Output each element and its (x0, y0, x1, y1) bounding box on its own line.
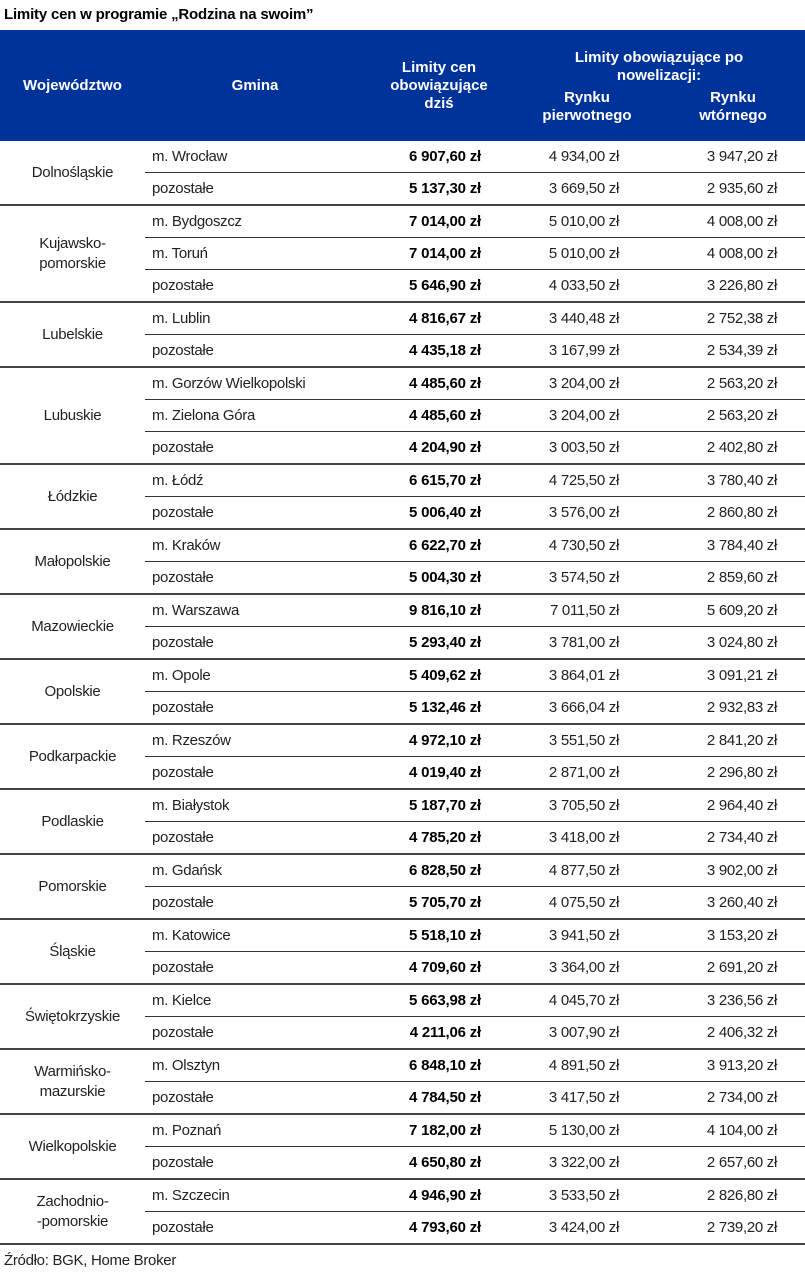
cell-rynek-pierwotny: 4 730,50 zł (513, 529, 661, 562)
header-wojewodztwo: Województwo (0, 30, 145, 141)
cell-limit-dzis: 4 650,80 zł (365, 1147, 513, 1180)
table-row (0, 724, 805, 757)
table-row (0, 594, 805, 627)
cell-limit-dzis: 5 705,70 zł (365, 887, 513, 920)
cell-rynek-pierwotny: 3 574,50 zł (513, 562, 661, 595)
cell-rynek-wtorny: 2 296,80 zł (661, 757, 805, 790)
cell-rynek-pierwotny: 4 045,70 zł (513, 984, 661, 1017)
table-header (0, 30, 805, 141)
cell-gmina: pozostałe (145, 1212, 365, 1245)
cell-gmina: m. Warszawa (145, 594, 365, 627)
cell-gmina: m. Opole (145, 659, 365, 692)
cell-rynek-pierwotny: 4 075,50 zł (513, 887, 661, 920)
cell-wojewodztwo: Lubelskie (0, 302, 145, 367)
cell-rynek-wtorny: 2 964,40 zł (661, 789, 805, 822)
cell-rynek-wtorny: 2 657,60 zł (661, 1147, 805, 1180)
table-row (0, 205, 805, 238)
cell-limit-dzis: 4 785,20 zł (365, 822, 513, 855)
cell-limit-dzis: 6 828,50 zł (365, 854, 513, 887)
table-row (0, 659, 805, 692)
table-row (0, 367, 805, 400)
table-row (0, 919, 805, 952)
cell-rynek-pierwotny: 3 167,99 zł (513, 335, 661, 368)
cell-rynek-wtorny: 3 947,20 zł (661, 141, 805, 173)
cell-rynek-pierwotny: 3 941,50 zł (513, 919, 661, 952)
cell-rynek-pierwotny: 3 666,04 zł (513, 692, 661, 725)
table-row (0, 529, 805, 562)
cell-rynek-pierwotny: 5 010,00 zł (513, 205, 661, 238)
cell-rynek-wtorny: 2 402,80 zł (661, 432, 805, 465)
cell-limit-dzis: 4 485,60 zł (365, 400, 513, 432)
cell-rynek-pierwotny: 3 705,50 zł (513, 789, 661, 822)
cell-gmina: m. Kielce (145, 984, 365, 1017)
cell-limit-dzis: 4 793,60 zł (365, 1212, 513, 1245)
cell-limit-dzis: 4 204,90 zł (365, 432, 513, 465)
cell-rynek-wtorny: 2 752,38 zł (661, 302, 805, 335)
cell-limit-dzis: 4 211,06 zł (365, 1017, 513, 1050)
cell-rynek-wtorny: 3 902,00 zł (661, 854, 805, 887)
cell-gmina: pozostałe (145, 952, 365, 985)
cell-rynek-wtorny: 2 860,80 zł (661, 497, 805, 530)
cell-wojewodztwo: Mazowieckie (0, 594, 145, 659)
cell-limit-dzis: 6 615,70 zł (365, 464, 513, 497)
cell-wojewodztwo: Lubuskie (0, 367, 145, 464)
cell-rynek-pierwotny: 3 576,00 zł (513, 497, 661, 530)
source-note: Źródło: BGK, Home Broker (4, 1252, 177, 1269)
cell-rynek-pierwotny: 3 364,00 zł (513, 952, 661, 985)
cell-gmina: pozostałe (145, 1082, 365, 1115)
cell-rynek-pierwotny: 3 322,00 zł (513, 1147, 661, 1180)
table-row (0, 464, 805, 497)
cell-rynek-wtorny: 3 780,40 zł (661, 464, 805, 497)
cell-limit-dzis: 5 646,90 zł (365, 270, 513, 303)
cell-wojewodztwo: Dolnośląskie (0, 141, 145, 205)
cell-gmina: pozostałe (145, 887, 365, 920)
header-group-nowelizacja: Limity obowiązujące po nowelizacji: (513, 30, 805, 87)
cell-wojewodztwo: Śląskie (0, 919, 145, 984)
cell-rynek-pierwotny: 3 007,90 zł (513, 1017, 661, 1050)
cell-rynek-wtorny: 2 841,20 zł (661, 724, 805, 757)
cell-wojewodztwo: Wielkopolskie (0, 1114, 145, 1179)
cell-rynek-pierwotny: 3 204,00 zł (513, 367, 661, 400)
cell-limit-dzis: 5 293,40 zł (365, 627, 513, 660)
cell-limit-dzis: 5 409,62 zł (365, 659, 513, 692)
cell-rynek-pierwotny: 5 010,00 zł (513, 238, 661, 270)
cell-wojewodztwo: Podlaskie (0, 789, 145, 854)
cell-limit-dzis: 4 972,10 zł (365, 724, 513, 757)
cell-wojewodztwo: Kujawsko- pomorskie (0, 205, 145, 302)
cell-limit-dzis: 5 187,70 zł (365, 789, 513, 822)
cell-rynek-pierwotny: 3 533,50 zł (513, 1179, 661, 1212)
cell-wojewodztwo: Małopolskie (0, 529, 145, 594)
cell-gmina: m. Olsztyn (145, 1049, 365, 1082)
cell-gmina: pozostałe (145, 627, 365, 660)
table-row (0, 141, 805, 173)
cell-rynek-wtorny: 2 534,39 zł (661, 335, 805, 368)
cell-rynek-wtorny: 3 913,20 zł (661, 1049, 805, 1082)
cell-rynek-pierwotny: 3 417,50 zł (513, 1082, 661, 1115)
cell-limit-dzis: 4 816,67 zł (365, 302, 513, 335)
cell-wojewodztwo: Warmińsko- mazurskie (0, 1049, 145, 1114)
cell-rynek-pierwotny: 3 204,00 zł (513, 400, 661, 432)
cell-rynek-wtorny: 2 691,20 zł (661, 952, 805, 985)
cell-rynek-pierwotny: 3 440,48 zł (513, 302, 661, 335)
cell-rynek-wtorny: 2 734,40 zł (661, 822, 805, 855)
cell-rynek-wtorny: 2 826,80 zł (661, 1179, 805, 1212)
cell-limit-dzis: 4 485,60 zł (365, 367, 513, 400)
cell-limit-dzis: 6 907,60 zł (365, 141, 513, 173)
cell-gmina: pozostałe (145, 692, 365, 725)
cell-gmina: m. Gdańsk (145, 854, 365, 887)
cell-limit-dzis: 5 004,30 zł (365, 562, 513, 595)
cell-gmina: pozostałe (145, 1147, 365, 1180)
cell-limit-dzis: 5 132,46 zł (365, 692, 513, 725)
cell-rynek-wtorny: 3 260,40 zł (661, 887, 805, 920)
table-row (0, 789, 805, 822)
table-row (0, 1049, 805, 1082)
cell-limit-dzis: 4 709,60 zł (365, 952, 513, 985)
cell-rynek-wtorny: 2 734,00 zł (661, 1082, 805, 1115)
cell-limit-dzis: 9 816,10 zł (365, 594, 513, 627)
cell-gmina: m. Rzeszów (145, 724, 365, 757)
cell-rynek-pierwotny: 3 424,00 zł (513, 1212, 661, 1245)
table-row (0, 302, 805, 335)
table-body (0, 141, 805, 1244)
cell-limit-dzis: 4 019,40 zł (365, 757, 513, 790)
cell-limit-dzis: 6 848,10 zł (365, 1049, 513, 1082)
price-limits-table (0, 30, 805, 1245)
cell-gmina: m. Kraków (145, 529, 365, 562)
cell-gmina: pozostałe (145, 562, 365, 595)
cell-gmina: m. Zielona Góra (145, 400, 365, 432)
cell-limit-dzis: 6 622,70 zł (365, 529, 513, 562)
cell-rynek-wtorny: 4 104,00 zł (661, 1114, 805, 1147)
cell-gmina: m. Toruń (145, 238, 365, 270)
cell-rynek-pierwotny: 4 033,50 zł (513, 270, 661, 303)
cell-limit-dzis: 4 435,18 zł (365, 335, 513, 368)
cell-wojewodztwo: Podkarpackie (0, 724, 145, 789)
cell-gmina: m. Lublin (145, 302, 365, 335)
cell-rynek-pierwotny: 4 877,50 zł (513, 854, 661, 887)
cell-limit-dzis: 5 518,10 zł (365, 919, 513, 952)
cell-rynek-pierwotny: 3 418,00 zł (513, 822, 661, 855)
cell-rynek-wtorny: 2 859,60 zł (661, 562, 805, 595)
cell-gmina: m. Wrocław (145, 141, 365, 173)
header-gmina: Gmina (145, 30, 365, 141)
cell-rynek-wtorny: 3 024,80 zł (661, 627, 805, 660)
cell-gmina: pozostałe (145, 173, 365, 206)
cell-rynek-wtorny: 3 226,80 zł (661, 270, 805, 303)
cell-rynek-wtorny: 2 406,32 zł (661, 1017, 805, 1050)
cell-limit-dzis: 4 946,90 zł (365, 1179, 513, 1212)
cell-gmina: pozostałe (145, 432, 365, 465)
cell-gmina: pozostałe (145, 1017, 365, 1050)
cell-gmina: m. Katowice (145, 919, 365, 952)
cell-gmina: m. Białystok (145, 789, 365, 822)
cell-rynek-wtorny: 4 008,00 zł (661, 205, 805, 238)
table-row (0, 1179, 805, 1212)
cell-rynek-wtorny: 3 236,56 zł (661, 984, 805, 1017)
cell-rynek-wtorny: 5 609,20 zł (661, 594, 805, 627)
cell-gmina: pozostałe (145, 335, 365, 368)
header-rynek-wtorny: Rynku wtórnego (661, 87, 805, 141)
cell-rynek-wtorny: 2 563,20 zł (661, 367, 805, 400)
cell-limit-dzis: 5 663,98 zł (365, 984, 513, 1017)
table-row (0, 1114, 805, 1147)
cell-rynek-pierwotny: 7 011,50 zł (513, 594, 661, 627)
cell-rynek-wtorny: 3 784,40 zł (661, 529, 805, 562)
cell-wojewodztwo: Świętokrzyskie (0, 984, 145, 1049)
cell-limit-dzis: 7 014,00 zł (365, 205, 513, 238)
cell-rynek-wtorny: 2 935,60 zł (661, 173, 805, 206)
table-row (0, 984, 805, 1017)
cell-gmina: m. Poznań (145, 1114, 365, 1147)
cell-rynek-pierwotny: 5 130,00 zł (513, 1114, 661, 1147)
cell-gmina: m. Łódź (145, 464, 365, 497)
cell-rynek-pierwotny: 2 871,00 zł (513, 757, 661, 790)
cell-rynek-pierwotny: 3 669,50 zł (513, 173, 661, 206)
cell-gmina: m. Gorzów Wielkopolski (145, 367, 365, 400)
cell-rynek-pierwotny: 3 781,00 zł (513, 627, 661, 660)
cell-rynek-pierwotny: 3 551,50 zł (513, 724, 661, 757)
header-rynek-pierwotny: Rynku pierwotnego (513, 87, 661, 141)
table-title: Limity cen w programie „Rodzina na swoim” (4, 6, 314, 23)
table-row (0, 854, 805, 887)
cell-rynek-wtorny: 3 091,21 zł (661, 659, 805, 692)
cell-rynek-pierwotny: 4 725,50 zł (513, 464, 661, 497)
cell-limit-dzis: 5 006,40 zł (365, 497, 513, 530)
cell-limit-dzis: 7 182,00 zł (365, 1114, 513, 1147)
cell-rynek-wtorny: 3 153,20 zł (661, 919, 805, 952)
cell-gmina: pozostałe (145, 822, 365, 855)
cell-limit-dzis: 5 137,30 zł (365, 173, 513, 206)
cell-limit-dzis: 7 014,00 zł (365, 238, 513, 270)
cell-rynek-pierwotny: 4 891,50 zł (513, 1049, 661, 1082)
cell-wojewodztwo: Opolskie (0, 659, 145, 724)
cell-wojewodztwo: Łódzkie (0, 464, 145, 529)
cell-gmina: m. Szczecin (145, 1179, 365, 1212)
cell-rynek-pierwotny: 4 934,00 zł (513, 141, 661, 173)
cell-wojewodztwo: Zachodnio- -pomorskie (0, 1179, 145, 1244)
cell-rynek-wtorny: 2 932,83 zł (661, 692, 805, 725)
cell-wojewodztwo: Pomorskie (0, 854, 145, 919)
cell-gmina: m. Bydgoszcz (145, 205, 365, 238)
cell-rynek-pierwotny: 3 003,50 zł (513, 432, 661, 465)
cell-gmina: pozostałe (145, 270, 365, 303)
cell-gmina: pozostałe (145, 497, 365, 530)
header-limity-dzis: Limity cen obowiązujące dziś (365, 30, 513, 141)
cell-rynek-wtorny: 2 563,20 zł (661, 400, 805, 432)
cell-gmina: pozostałe (145, 757, 365, 790)
cell-rynek-wtorny: 2 739,20 zł (661, 1212, 805, 1245)
cell-rynek-pierwotny: 3 864,01 zł (513, 659, 661, 692)
cell-limit-dzis: 4 784,50 zł (365, 1082, 513, 1115)
cell-rynek-wtorny: 4 008,00 zł (661, 238, 805, 270)
